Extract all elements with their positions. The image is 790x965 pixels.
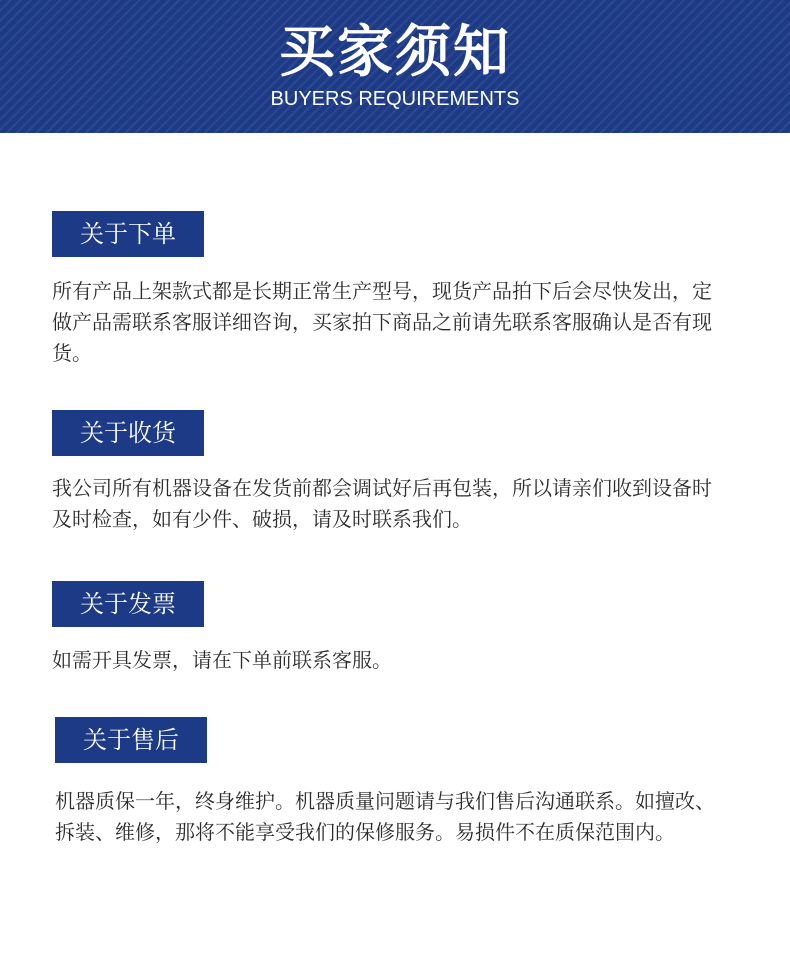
section-body-after-sales: 机器质保一年，终身维护。机器质量问题请与我们售后沟通联系。如擅改、拆装、维修，那将不能享受我们的保修服务。易损件不在质保范围内。 bbox=[55, 789, 715, 844]
section-heading-invoice: 关于发票 bbox=[52, 581, 204, 627]
section-body-invoice: 如需开具发票，请在下单前联系客服。 bbox=[52, 648, 392, 672]
section-heading-after-sales: 关于售后 bbox=[55, 717, 207, 763]
section-heading-receiving: 关于收货 bbox=[52, 410, 204, 456]
header-banner bbox=[0, 0, 790, 133]
page-title: 买家须知 bbox=[279, 20, 511, 85]
page-subtitle: BUYERS REQUIREMENTS bbox=[270, 88, 520, 110]
section-body-receiving: 我公司所有机器设备在发货前都会调试好后再包装，所以请亲们收到设备时及时检查，如有少件、破损，请及时联系我们。 bbox=[52, 476, 712, 531]
section-heading-order: 关于下单 bbox=[52, 211, 204, 257]
section-body-order: 所有产品上架款式都是长期正常生产型号，现货产品拍下后会尽快发出，定做产品需联系客服详细咨询，买家拍下商品之前请先联系客服确认是否有现货。 bbox=[52, 279, 712, 365]
